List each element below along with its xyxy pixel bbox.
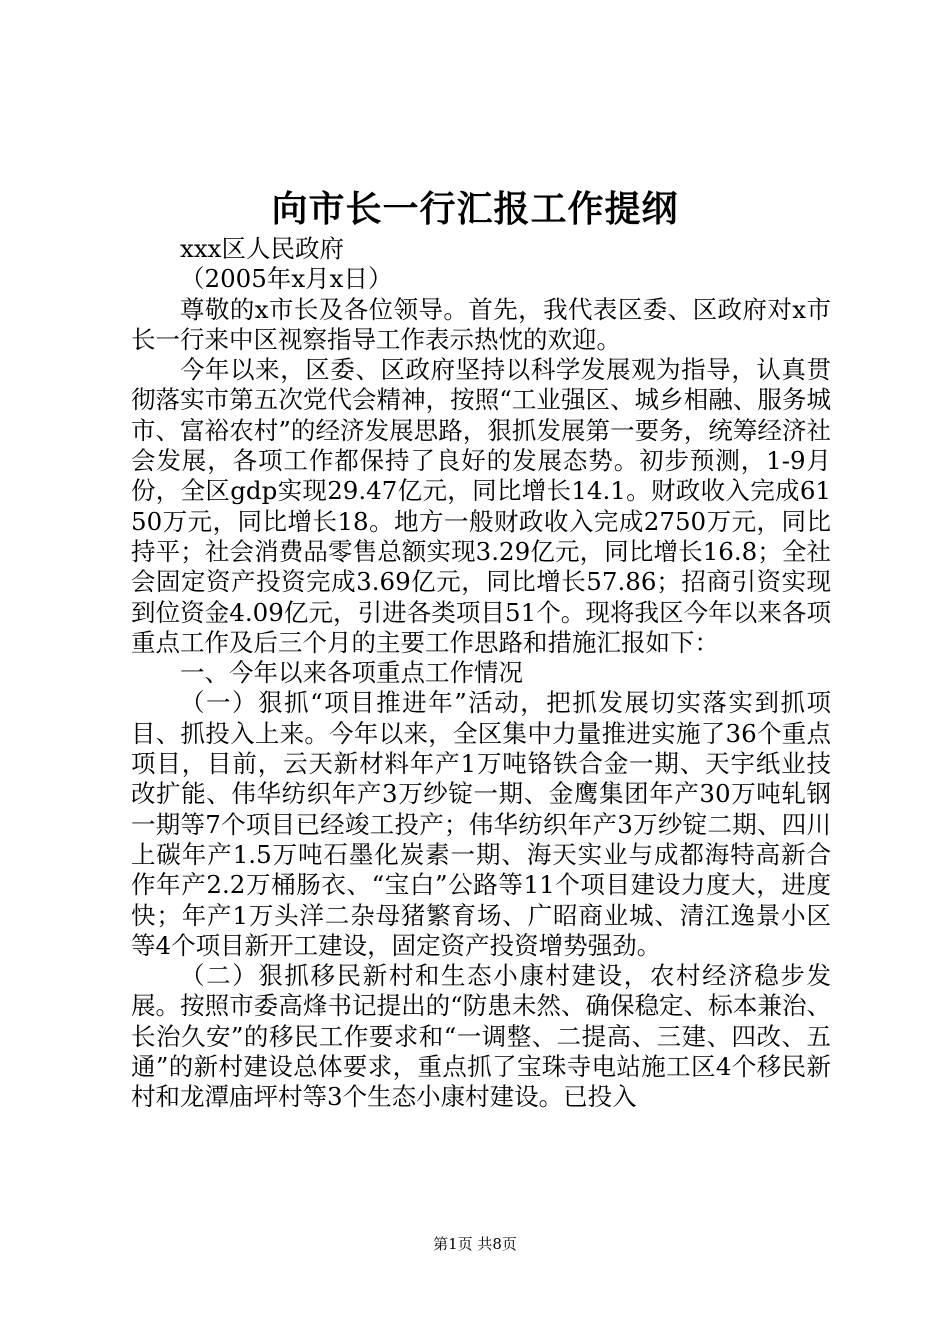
section-heading-1: 一、今年以来各项重点工作情况 bbox=[180, 658, 523, 688]
subsection-1-paragraph: （一）狠抓“项目推进年”活动，把抓发展切实落实到抓项目、抓投入上来。今年以来，全区集中力量推进实施了36个重点项目，目前，云天新材料年产1万吨铬铁合金一期、天宇纸业技改扩能、伟华纺织年产3万纱锭一期、金鹰集团年产30万吨轧钢一期等7个项目已经竣工投产；伟华纺织年产3万纱锭二期、四川上碳年产1.5万吨石墨化炭素一期、海天实业与成都海特高新合作年产2.2万桶肠衣、“宝白”公路等11个项目建设力度大，进度快；年产1万头洋二杂母猪繁育场、广昭商业城、清江逸景小区等4个项目新开工建设，固定资产投资增势强劲。 bbox=[131, 688, 831, 960]
document-body bbox=[131, 234, 831, 1113]
page-number-footer: 第1页 共8页 bbox=[433, 1235, 517, 1253]
overview-paragraph: 今年以来，区委、区政府坚持以科学发展观为指导，认真贯彻落实市第五次党代会精神，按照“工业强区、城乡相融、服务城市、富裕农村”的经济发展思路，狠抓发展第一要务，统筹经济社会发展，各项工作都保持了良好的发展态势。初步预测，1-9月份，全区gdp实现29.47亿元，同比增长14.1。财政收入完成6150万元，同比增长18。地方一般财政收入完成2750万元，同比持平；社会消费品零售总额实现3.29亿元，同比增长16.8；全社会固定资产投资完成3.69亿元，同比增长57.86；招商引资实现到位资金4.09亿元，引进各类项目51个。现将我区今年以来各项重点工作及后三个月的主要工作思路和措施汇报如下： bbox=[131, 355, 831, 657]
author-line: xxx区人民政府 bbox=[180, 234, 344, 263]
date-line: （2005年x月x日） bbox=[180, 264, 393, 294]
greeting-paragraph: 尊敬的x市长及各位领导。首先，我代表区委、区政府对x市长一行来中区视察指导工作表示热忱的欢迎。 bbox=[131, 294, 831, 354]
document-title: 向市长一行汇报工作提纲 bbox=[271, 188, 679, 230]
subsection-2-paragraph: （二）狠抓移民新村和生态小康村建设，农村经济稳步发展。按照市委高烽书记提出的“防患未然、确保稳定、标本兼治、长治久安”的移民工作要求和“一调整、二提高、三建、四改、五通”的新村建设总体要求，重点抓了宝珠寺电站施工区4个移民新村和龙潭庙坪村等3个生态小康村建设。已投入 bbox=[131, 961, 831, 1112]
